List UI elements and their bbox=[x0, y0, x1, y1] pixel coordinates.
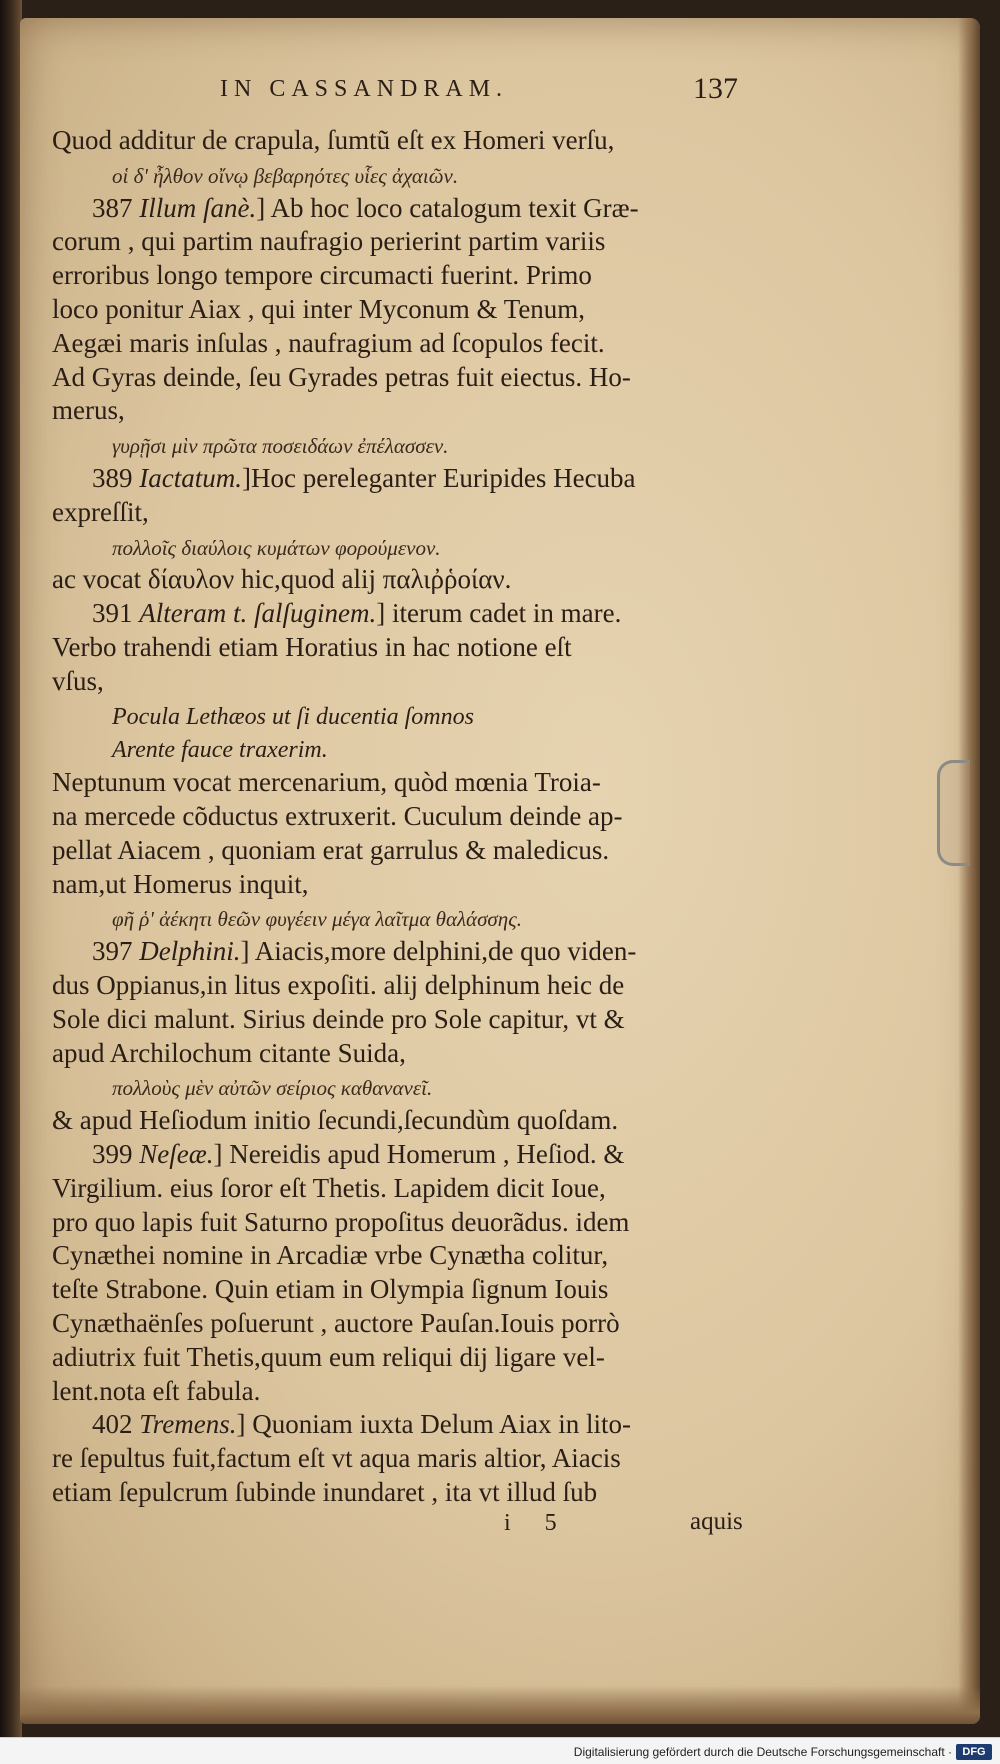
line-text: ac vocat δίαυλον hic,quod alij παλιῤῥοίαν. bbox=[52, 564, 512, 595]
entry-lemma: Illum ſanè. bbox=[139, 192, 257, 223]
line-text: dus Oppianus,in litus expoſiti. alij delphinum heic de bbox=[52, 970, 625, 1000]
entry-text: ] Aiacis,more delphini,de quo viden- bbox=[240, 936, 637, 967]
footer-credit: Digitalisierung gefördert durch die Deutsche Forschungsgemeinschaft · bbox=[573, 1745, 952, 1759]
text-line bbox=[52, 1442, 621, 1474]
greek-quotation: φῆ ῥ' ἀέκητι θεῶν φυγέειν μέγα λαῖτμα θαλάσσης. bbox=[112, 907, 522, 932]
line-text: Sole dici malunt. Sirius deinde pro Sole capitur, vt & bbox=[52, 1003, 625, 1034]
text-line bbox=[52, 868, 308, 900]
greek-quotation: πολλοὺς μὲν αὐτῶν σείριος καθανανεῖ. bbox=[112, 1076, 433, 1101]
text-line bbox=[52, 1003, 625, 1035]
latin-quotation: Arente fauce traxerim. bbox=[112, 737, 328, 764]
line-text: loco ponitur Aiax , qui inter Myconum & Tenum, bbox=[52, 294, 586, 324]
page-edge-bottom bbox=[20, 1686, 980, 1724]
text-line bbox=[52, 800, 623, 832]
line-text: Neptunum vocat mercenarium, quòd mœnia Troia- bbox=[52, 767, 601, 798]
line-text: Aegæi maris inſulas , naufragium ad ſcopulos fecit. bbox=[52, 327, 605, 358]
catchword: aquis bbox=[690, 1508, 743, 1535]
text-line bbox=[112, 732, 328, 766]
text-line bbox=[52, 1273, 608, 1305]
greek-quotation: γυρῇσι μὶν πρῶτα ποσειδάων ἐπέλασσεν. bbox=[112, 434, 449, 459]
line-text: lent.nota eſt fabula. bbox=[52, 1375, 261, 1406]
text-line bbox=[92, 1138, 624, 1170]
text-line bbox=[112, 158, 458, 192]
text-line bbox=[52, 1239, 608, 1271]
page-number: 137 bbox=[693, 72, 738, 105]
text-line bbox=[52, 1172, 606, 1204]
text-line bbox=[52, 394, 125, 426]
line-text: Cynæthaënſes poſuerunt , auctore Pauſan.Iouis porrò bbox=[52, 1308, 620, 1338]
line-text: apud Archilochum citante Suida, bbox=[52, 1037, 406, 1068]
text-line bbox=[92, 192, 639, 224]
text-line bbox=[52, 563, 511, 595]
line-text: Ad Gyras deinde, ſeu Gyrades petras fuit eiectus. Ho- bbox=[52, 361, 631, 392]
text-line bbox=[52, 1206, 629, 1238]
entry-line-number: 391 bbox=[92, 598, 133, 629]
greek-quotation: οἱ δ' ἦλθον οἴνῳ βεβαρηότες υἷες ἀχαιῶν. bbox=[112, 163, 459, 188]
text-line bbox=[52, 327, 605, 359]
line-text: Quod additur de crapula, ſumtũ eſt ex Homeri verſu, bbox=[52, 125, 615, 155]
text-line bbox=[92, 1408, 631, 1440]
entry-lemma: Alteram t. ſalſuginem. bbox=[139, 598, 377, 629]
entry-line-number: 397 bbox=[92, 936, 133, 967]
text-line bbox=[52, 834, 609, 866]
text-line bbox=[52, 1375, 260, 1407]
line-text: adiutrix fuit Thetis,quum eum reliqui dij ligare vel- bbox=[52, 1341, 605, 1372]
entry-line-number: 387 bbox=[92, 192, 133, 223]
text-line bbox=[92, 597, 621, 629]
text-line bbox=[92, 935, 636, 967]
entry-line-number: 389 bbox=[92, 463, 133, 493]
text-line bbox=[52, 1307, 620, 1339]
text-line bbox=[52, 665, 104, 697]
line-text: pellat Aiacem , quoniam erat garrulus & maledicus. bbox=[52, 834, 610, 865]
line-text: teſte Strabone. Quin etiam in Olympia ſignum Iouis bbox=[52, 1274, 609, 1305]
line-text: & apud Heſiodum initio ſecundi,ſecundùm quoſdam. bbox=[52, 1105, 619, 1136]
page-clip bbox=[937, 760, 970, 866]
line-text: Verbo trahendi etiam Horatius in hac notione eſt bbox=[52, 632, 572, 662]
text-line bbox=[112, 428, 448, 462]
entry-text: ] Nereidis apud Homerum , Heſiod. & bbox=[213, 1139, 625, 1169]
signature-mark: i 5 bbox=[504, 1510, 571, 1536]
line-text: re ſepultus fuit,factum eſt vt aqua maris altior, Aiacis bbox=[52, 1443, 621, 1474]
text-line bbox=[52, 1476, 597, 1508]
text-line bbox=[52, 1341, 605, 1373]
line-text: na mercede cõductus extruxerit. Cuculum deinde ap- bbox=[52, 801, 623, 831]
text-line bbox=[52, 496, 149, 528]
footer-bar bbox=[0, 1737, 1000, 1764]
running-head: IN CASSANDRAM. bbox=[220, 76, 509, 102]
text-line bbox=[52, 293, 585, 325]
page-edge-right bbox=[958, 18, 980, 1724]
line-text: vſus, bbox=[52, 665, 104, 696]
dfg-logo: DFG bbox=[956, 1744, 992, 1760]
line-text: corum , qui partim naufragio perierint partim variis bbox=[52, 226, 606, 257]
line-text: nam,ut Homerus inquit, bbox=[52, 868, 309, 899]
entry-lemma: Iactatum. bbox=[139, 463, 242, 493]
text-line bbox=[52, 1104, 618, 1136]
text-line bbox=[52, 124, 614, 156]
latin-quotation: Pocula Lethæos ut ſi ducentia ſomnos bbox=[112, 703, 474, 730]
line-text: Virgilium. eius ſoror eſt Thetis. Lapidem dicit Ioue, bbox=[52, 1172, 606, 1203]
entry-line-number: 402 bbox=[92, 1409, 133, 1440]
text-line bbox=[92, 462, 636, 494]
text-line bbox=[52, 969, 624, 1001]
text-line bbox=[112, 1070, 432, 1104]
line-text: Cynæthei nomine in Arcadiæ vrbe Cynætha colitur, bbox=[52, 1240, 609, 1271]
line-text: etiam ſepulcrum ſubinde inundaret , ita vt illud ſub bbox=[52, 1477, 598, 1507]
entry-text: ] Ab hoc loco catalogum texit Græ- bbox=[256, 192, 639, 223]
text-line bbox=[112, 699, 474, 733]
previous-page-edge bbox=[0, 0, 22, 1764]
entry-text: ] Quoniam iuxta Delum Aiax in lito- bbox=[236, 1409, 631, 1440]
entry-lemma: Neſeæ. bbox=[139, 1139, 214, 1169]
text-line bbox=[112, 901, 522, 935]
line-text: erroribus longo tempore circumacti fuerint. Primo bbox=[52, 260, 592, 291]
entry-lemma: Delphini. bbox=[139, 936, 241, 967]
text-line bbox=[52, 1037, 406, 1069]
entry-text: ]Hoc pereleganter Euripides Hecuba bbox=[241, 463, 636, 493]
entry-line-number: 399 bbox=[92, 1139, 133, 1169]
text-line bbox=[112, 530, 441, 564]
line-text: merus, bbox=[52, 395, 125, 426]
entry-text: ] iterum cadet in mare. bbox=[376, 598, 622, 629]
text-line bbox=[52, 259, 592, 291]
line-text: expreſſit, bbox=[52, 496, 149, 527]
text-line bbox=[52, 766, 601, 798]
text-line bbox=[52, 631, 572, 663]
entry-lemma: Tremens. bbox=[139, 1409, 237, 1440]
text-line bbox=[52, 361, 631, 393]
text-line bbox=[52, 225, 605, 257]
greek-quotation: πολλοῖς διαύλοις κυμάτων φορούμενον. bbox=[112, 535, 441, 560]
line-text: pro quo lapis fuit Saturno propoſitus deuorãdus. idem bbox=[52, 1206, 630, 1237]
